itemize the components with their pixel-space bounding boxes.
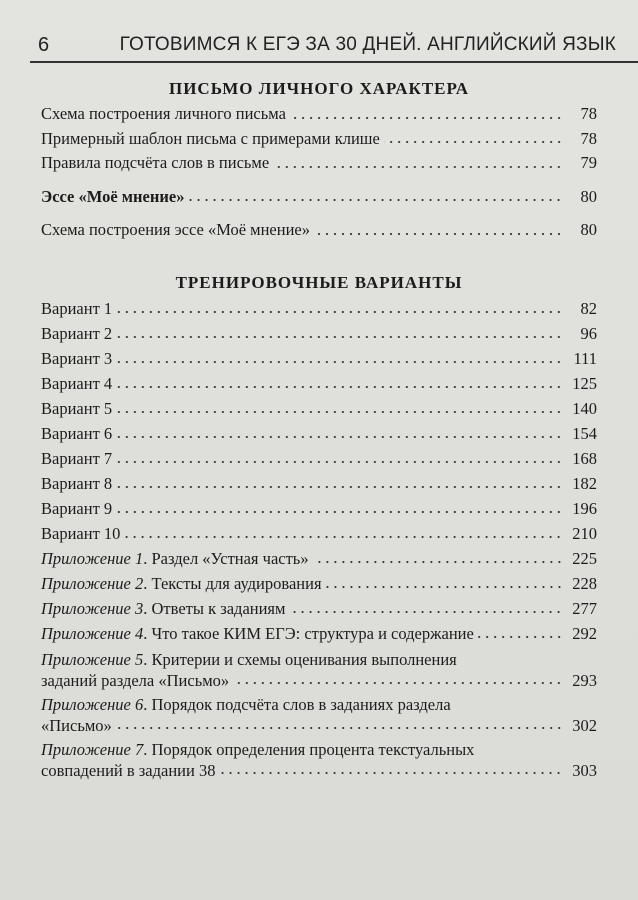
toc-entry[interactable] (41, 471, 597, 496)
leader-dots (233, 681, 563, 685)
toc-entry-appendix[interactable] (41, 694, 597, 736)
appendix-prefix: Приложение 2 (41, 573, 144, 593)
appendix-title: . Раздел «Устная часть» (143, 548, 309, 568)
toc-entry-appendix[interactable] (41, 739, 597, 781)
toc-entry-page: 96 (580, 323, 597, 343)
toc-entry[interactable] (41, 371, 597, 396)
toc-entry-label: Правила подсчёта слов в письме (41, 153, 270, 172)
leader-dots (188, 198, 563, 202)
appendix-prefix: Приложение 4 (41, 623, 144, 643)
toc-entry-page: 303 (572, 760, 597, 780)
toc-entry-page: 82 (580, 298, 597, 318)
leader-dots (116, 360, 563, 364)
appendix-title-line2: заданий раздела «Письмо» (41, 670, 230, 690)
toc-entry[interactable] (41, 396, 597, 421)
toc-entry-page: 78 (580, 128, 597, 148)
toc-entry-page: 277 (572, 598, 597, 618)
appendix-title-line1: . Порядок подсчёта слов в заданиях раздела (143, 694, 451, 714)
toc-entry-label: Вариант 3 (41, 348, 113, 368)
leader-dots (124, 535, 563, 539)
toc-entry[interactable] (41, 151, 597, 176)
toc-entry-page: 210 (572, 523, 597, 543)
leader-dots (219, 771, 563, 775)
leader-dots (273, 165, 563, 169)
appendix-title-line1: . Критерии и схемы оценивания выполнения (143, 649, 457, 669)
toc-entry[interactable] (41, 127, 597, 152)
appendix-prefix: Приложение 6 (41, 694, 144, 714)
toc-entry[interactable] (41, 296, 597, 321)
leader-dots (290, 116, 563, 120)
toc-entry-appendix[interactable] (41, 546, 597, 571)
leader-dots (326, 585, 563, 589)
toc-entry-page: 154 (572, 423, 597, 443)
leader-dots (314, 232, 563, 236)
toc-entry-page: 168 (572, 448, 597, 468)
toc-entry[interactable] (41, 521, 597, 546)
toc-entry-page: 111 (573, 348, 597, 368)
toc-entry-page: 293 (572, 670, 597, 690)
toc-entry[interactable] (41, 446, 597, 471)
appendix-title: . Тексты для аудирования (143, 573, 322, 593)
toc-entry-appendix[interactable] (41, 649, 597, 691)
toc-entry[interactable] (41, 218, 597, 243)
appendix-prefix: Приложение 3 (41, 598, 144, 618)
leader-dots (478, 635, 563, 639)
header-rule (30, 61, 638, 63)
leader-dots (116, 310, 563, 314)
appendix-prefix: Приложение 1 (41, 548, 144, 568)
toc-entry-page: 140 (572, 398, 597, 418)
toc-entry[interactable] (41, 346, 597, 371)
running-title: ГОТОВИМСЯ К ЕГЭ ЗА 30 ДНЕЙ. АНГЛИЙСКИЙ ЯЗЫК (119, 34, 616, 55)
toc-entry-label: Схема построения эссе «Моё мнение» (41, 220, 310, 239)
appendix-title-line1: . Порядок определения процента текстуальных (143, 739, 475, 759)
leader-dots (116, 385, 563, 389)
toc-entry-appendix[interactable] (41, 596, 597, 621)
page-header (0, 0, 638, 58)
leader-dots (289, 610, 563, 614)
toc-entry-label: Вариант 10 (41, 523, 121, 543)
toc-entry-page: 302 (572, 715, 597, 735)
leader-dots (116, 460, 563, 464)
toc-entry-label: Вариант 5 (41, 398, 113, 418)
toc-entry-page: 80 (580, 220, 597, 239)
toc-entry-label: Схема построения личного письма (41, 104, 286, 123)
toc-entry-page: 292 (572, 623, 597, 643)
leader-dots (116, 335, 563, 339)
toc-entry-label: Вариант 4 (41, 373, 113, 393)
leader-dots (116, 435, 563, 439)
table-of-contents (41, 76, 597, 781)
toc-entry-label: Вариант 1 (41, 298, 113, 318)
toc-entry-appendix[interactable] (41, 571, 597, 596)
toc-entry[interactable] (41, 185, 597, 210)
toc-entry-label: Вариант 2 (41, 323, 113, 343)
toc-entry-page: 79 (580, 153, 597, 172)
page-number: 6 (38, 34, 50, 56)
leader-dots (313, 560, 563, 564)
toc-entry-appendix[interactable] (41, 621, 597, 646)
leader-dots (116, 726, 563, 730)
toc-entry-label: Вариант 6 (41, 423, 113, 443)
section-title-letter: ПИСЬМО ЛИЧНОГО ХАРАКТЕРА (168, 79, 469, 98)
toc-entry-page: 225 (572, 548, 597, 568)
toc-entry[interactable] (41, 102, 597, 127)
toc-entry[interactable] (41, 421, 597, 446)
leader-dots (116, 410, 563, 414)
leader-dots (116, 510, 563, 514)
leader-dots (384, 140, 563, 144)
toc-entry-label: Вариант 7 (41, 448, 113, 468)
section-title-variants: ТРЕНИРОВОЧНЫЕ ВАРИАНТЫ (175, 272, 463, 292)
toc-entry[interactable] (41, 321, 597, 346)
appendix-prefix: Приложение 7 (41, 739, 144, 759)
toc-entry-label: Эссе «Моё мнение» (41, 186, 185, 206)
toc-entry-page: 78 (580, 104, 597, 123)
toc-entry-page: 228 (572, 573, 597, 593)
toc-entry-label: Вариант 8 (41, 473, 113, 493)
toc-entry[interactable] (41, 496, 597, 521)
appendix-title-line2: «Письмо» (41, 715, 112, 735)
toc-entry-page: 125 (572, 373, 597, 393)
appendix-title: . Что такое КИМ ЕГЭ: структура и содержание (143, 623, 474, 643)
toc-entry-page: 182 (572, 473, 597, 493)
toc-entry-page: 80 (580, 186, 597, 206)
toc-entry-label: Примерный шаблон письма с примерами клише (41, 128, 380, 148)
appendix-prefix: Приложение 5 (41, 649, 144, 669)
leader-dots (116, 485, 563, 489)
toc-entry-page: 196 (572, 498, 597, 518)
appendix-title-line2: совпадений в задании 38 (41, 760, 216, 780)
toc-entry-label: Вариант 9 (41, 498, 113, 518)
appendix-title: . Ответы к заданиям (143, 598, 286, 618)
